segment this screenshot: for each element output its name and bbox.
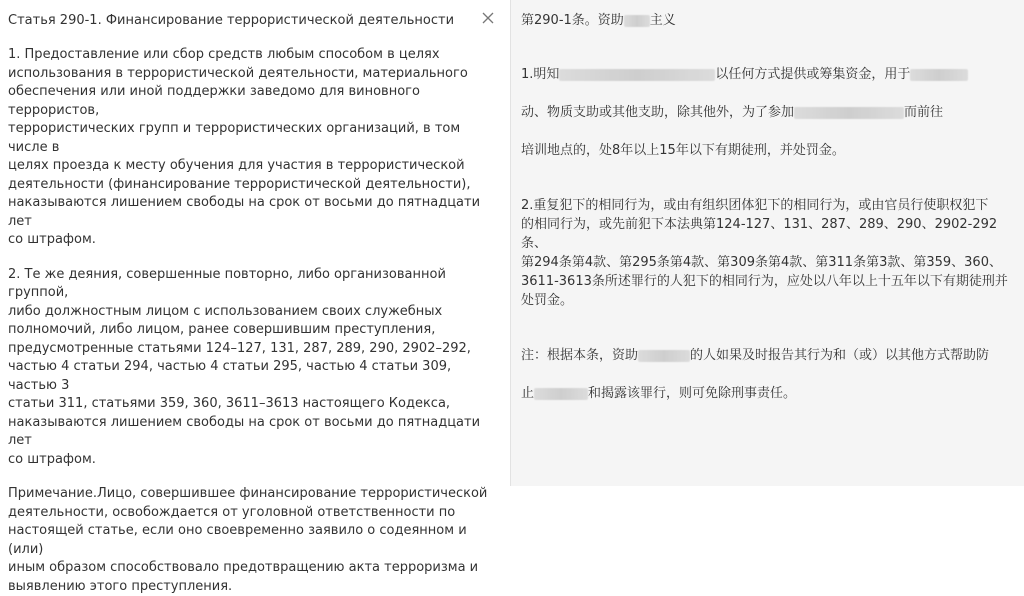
translation-title-prefix: 第290-1条。资助	[521, 13, 624, 28]
translation-title-suffix: 主义	[649, 13, 676, 28]
close-button[interactable]	[478, 8, 498, 28]
text-fragment: 而前往	[904, 105, 944, 120]
source-paragraph-2: 2. Те же деяния, совершенные повторно, либо организованной группой, либо должностным лицом с использованием своих служебных полномочий, либо лицом, ранее совершившим преступления, предусмотренные статьями 124–127, 131, 287, 289, 290, 2902–292, частью 4 статьи 294, частью 4 статьи 295, частью 4 статьи 309, частью 3 статьи 311, статьями 359, 360, 3611–3613 настоящего Кодекса, наказываются лишением свободы на срок от восьми до пятнадцати лет со штрафом.	[8, 266, 481, 467]
text-fragment: 1.明知	[521, 67, 560, 82]
source-paragraph-1: 1. Предоставление или сбор средств любым способом в целях использования в террористической деятельности, материального обеспечения или иной поддержки заведомо для виновного террористов, террористических групп и террористических организаций, в том числе в целях проезда к месту обучения для участия в террористической деятельности (финансирование террористической деятельности), наказываются лишением свободы на срок от восьми до пятнадцати лет со штрафом.	[8, 47, 481, 247]
translation-note-line1	[521, 346, 1008, 365]
text-fragment: 止	[521, 386, 535, 401]
text-fragment: 以任何方式提供或筹集资金，用于	[715, 67, 911, 82]
translation-paragraph-1	[521, 46, 1008, 179]
redacted-text	[534, 388, 588, 400]
translation-title	[521, 12, 1008, 30]
translation-pane	[511, 0, 1024, 486]
translation-p1-line2	[521, 103, 1008, 122]
text-fragment: 注：根据本条，资助	[521, 348, 639, 363]
source-note: Примечание.Лицо, совершившее финансирование террористической деятельности, освобождается от уголовной ответственности по настоящей статье, если оно своевременно заявило о содеянном и (или) иным образом способствовало предотвращению акта терроризма и выявлению этого преступления.	[8, 486, 488, 594]
translation-p1-line1	[521, 65, 1008, 84]
redacted-text	[910, 69, 968, 81]
translation-paragraph-2: 2.重复犯下的相同行为，或由有组织团体犯下的相同行为，或由官员行使职权犯下 的相同行为，或先前犯下本法典第124-127、131、287、289、290、2902-292条、 第294条第4款、第295条第4款、第309条第4款、第311条第3款、第359、360、 3611-3613条所述罪行的人犯下的相同行为，应处以八年以上十五年以下有期徒刑并 处罚金。	[521, 198, 1008, 308]
source-title: Статья 290-1. Финансирование террористической деятельности	[8, 13, 455, 28]
redacted-text	[624, 15, 650, 27]
redacted-text	[794, 107, 904, 119]
redacted-text	[638, 350, 690, 362]
translation-note	[521, 327, 1008, 422]
source-text-pane[interactable]	[0, 0, 511, 594]
translation-p1-line3: 培训地点的，处8年以上15年以下有期徒刑，并处罚金。	[521, 143, 845, 158]
text-fragment: 的人如果及时报告其行为和（或）以其他方式帮助防	[690, 348, 990, 363]
close-icon	[482, 12, 494, 24]
text-fragment: 和揭露该罪行，则可免除刑事责任。	[588, 386, 797, 401]
redacted-text	[559, 69, 715, 81]
text-fragment: 动、物质支助或其他支助，除其他外，为了参加	[521, 105, 795, 120]
translation-note-line2	[521, 384, 1008, 403]
